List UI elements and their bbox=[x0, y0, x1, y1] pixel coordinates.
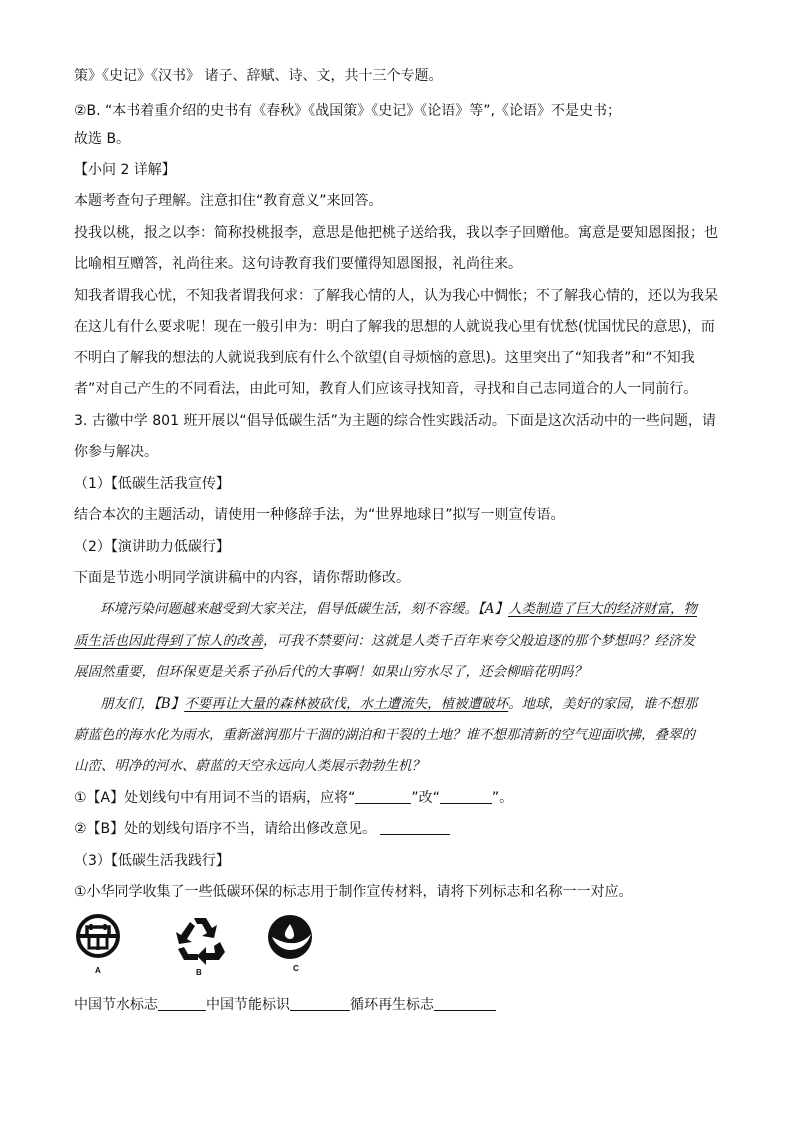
text-line: 策》《史记》《汉书》 诸子、辞赋、诗、文，共十三个专题。 bbox=[74, 68, 443, 84]
text-line: 你参与解决。 bbox=[74, 444, 158, 460]
answer-blank[interactable] bbox=[355, 789, 411, 804]
speech-text: 朋友们，【B】 bbox=[100, 696, 185, 712]
underlined-sentence-a: 质生活也因此得到了惊人的改善 bbox=[74, 633, 263, 649]
speech-text: ，可我不禁要问：这就是人类千百年来夸父般追逐的那个梦想吗？经济发 bbox=[263, 633, 695, 649]
question-text: ②【B】处的划线句语序不当，请给出修改意见。 bbox=[74, 821, 377, 837]
text-line: 结合本次的主题活动，请使用一种修辞手法，为“世界地球日”拟写一则宣传语。 bbox=[74, 507, 565, 523]
answer-blank[interactable] bbox=[440, 789, 492, 804]
speech-line: 展固然重要，但环保更是关系子孙后代的大事啊！如果山穷水尽了，还会柳暗花明吗？ bbox=[74, 664, 587, 680]
speech-text: 。地球，美好的家园，谁不想那 bbox=[508, 696, 698, 712]
text-line: 者”对自己产生的不同看法，由此可知，教育人们应该寻找知音，寻找和自己志同道合的人一同前行。 bbox=[74, 381, 698, 397]
answer-blank[interactable] bbox=[380, 820, 450, 835]
logo-name: 中国节能标识 bbox=[206, 997, 290, 1013]
subquestion-heading: （3）【低碳生活我践行】 bbox=[74, 853, 230, 869]
water-saving-icon bbox=[264, 912, 316, 962]
question-stem: 3. 古徽中学 801 班开展以“倡导低碳生活”为主题的综合性实践活动。下面是这次活动中的一些问题，请 bbox=[74, 413, 716, 429]
speech-line bbox=[100, 694, 724, 714]
text-line: 知我者谓我心忧，不知我者谓我何求：了解我心情的人，认为我心中惆怅；不了解我心情的，还以为我呆 bbox=[74, 288, 718, 304]
speech-line: 山峦、明净的河水、蔚蓝的天空永远向人类展示勃勃生机？ bbox=[74, 758, 425, 774]
text-line: 比喻相互赠答，礼尚往来。这句诗教育我们要懂得知恩图报，礼尚往来。 bbox=[74, 256, 522, 272]
logo-label-c: C bbox=[293, 964, 299, 973]
text-line: 投我以桃，报之以李：简称投桃报李，意思是他把桃子送给我，我以李子回赠他。寓意是要知恩图报；也 bbox=[74, 225, 718, 241]
question-line bbox=[74, 788, 724, 808]
text-line: 故选 B。 bbox=[74, 131, 131, 147]
text-line: 不明白了解我的想法的人就说我到底有什么个欲望(自寻烦恼的意思)。这里突出了“知我者”和“不知我 bbox=[74, 350, 695, 366]
underlined-sentence-a: 人类制造了巨大的经济财富，物 bbox=[508, 601, 697, 617]
recycle-icon bbox=[170, 912, 230, 966]
energy-saving-icon bbox=[74, 912, 122, 964]
logo-label-a: A bbox=[95, 966, 101, 975]
question-text: ”。 bbox=[491, 790, 514, 806]
question-text: ”改“ bbox=[411, 790, 440, 806]
matching-line bbox=[74, 995, 724, 1015]
speech-line: 蔚蓝色的海水化为雨水，重新滋润那片干涸的湖泊和干裂的土地？谁不想那清新的空气迎面吹拂，叠翠的 bbox=[74, 727, 695, 743]
question-text: ①【A】处划线句中有用词不当的语病，应将“ bbox=[74, 790, 356, 806]
text-line: ②B. “本书着重介绍的史书有《春秋》《战国策》《史记》《论语》等”,《论语》不是史书； bbox=[74, 103, 622, 119]
speech-line bbox=[74, 631, 724, 651]
underlined-sentence-b: 不要再让大量的森林被砍伐，水土遭流失，植被遭破坏 bbox=[184, 696, 509, 712]
section-heading: 【小问 2 详解】 bbox=[74, 162, 176, 178]
speech-text: 环境污染问题越来越受到大家关注，倡导低碳生活，刻不容缓。【A】 bbox=[100, 601, 508, 617]
logo-name: 中国节水标志 bbox=[74, 997, 158, 1013]
logo-row bbox=[74, 912, 374, 982]
answer-blank[interactable] bbox=[290, 996, 350, 1011]
text-line: ①小华同学收集了一些低碳环保的标志用于制作宣传材料，请将下列标志和名称一一对应。 bbox=[74, 884, 633, 900]
logo-name: 循环再生标志 bbox=[350, 997, 434, 1013]
subquestion-heading: （2）【演讲助力低碳行】 bbox=[74, 539, 230, 555]
text-line: 下面是节选小明同学演讲稿中的内容，请你帮助修改。 bbox=[74, 570, 410, 586]
logo-label-b: B bbox=[196, 968, 202, 977]
question-line bbox=[74, 819, 724, 839]
text-line: 在这儿有什么要求呢！现在一般引申为：明白了解我的思想的人就说我心里有忧愁(忧国忧民的意思)，而 bbox=[74, 319, 715, 335]
answer-blank[interactable] bbox=[158, 996, 206, 1011]
text-line: 本题考查句子理解。注意扣住“教育意义”来回答。 bbox=[74, 193, 383, 209]
subquestion-heading: （1）【低碳生活我宣传】 bbox=[74, 476, 230, 492]
answer-blank[interactable] bbox=[434, 996, 496, 1011]
speech-line bbox=[100, 599, 724, 619]
